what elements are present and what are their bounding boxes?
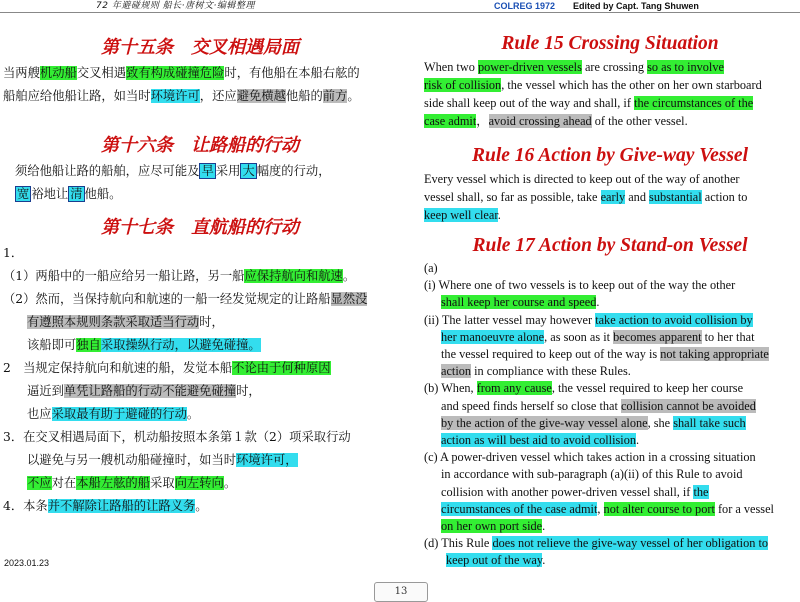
zh-rule17-line6: 逼近到单凭让路船的行动不能避免碰撞时，	[27, 384, 261, 398]
zh-rule17-line7: 也应采取最有助于避碰的行动。	[27, 407, 200, 421]
header-divider	[0, 12, 800, 13]
header-left-title: 72 年避碰规则 船长·唐树文·编辑整理	[96, 1, 255, 11]
zh-rule17-line9: 以避免与另一艘机动船碰撞时，如当时环境许可，	[27, 453, 298, 467]
zh-rule17-line3: 有遵照本规则条款采取适当行动时，	[27, 315, 224, 329]
chinese-column	[0, 16, 400, 518]
english-column	[424, 16, 796, 570]
zh-rule16-line1: 须给他船让路的船舶，应尽可能及 早 采用 大 幅度的行动，	[15, 164, 331, 178]
header-right	[494, 0, 699, 12]
zh-rule17-line4: 该船即可独自采取操纵行动，以避免碰撞。	[27, 338, 261, 352]
en-rule17-text: (a) (i) Where one of two vessels is to keep out of the way the other shall keep her course and speed. (ii) The latter vessel may however take action to avoid collision by her manoeuvre alone, as soon as it becomes apparent to her that the vessel required to keep out of the way is not taking appropriate action in compliance with these Rules. (b) When, from any cause, the vessel required to keep her course and speed finds herself so close that collision cannot be avoided by the action of the give-way vessel alone, she shall take such action as will best aid to avoid collision. (c) A power-driven vessel which takes action in a crossing situation in accordance with sub-paragraph (a)(ii) of this Rule to avoid collision with another power-driven vessel shall, if the circumstances of the case admit, not alter course to port for a vessel on her own port side. (d) This Rule does not relieve the give-way vessel of her obligation to keep out of the way.	[424, 261, 774, 568]
en-rule15-text: When two power-driven vessels are crossing so as to involve risk of collision, the vessel which has the other on her own starboard side shall keep out of the way and shall, if the circumstances of the case admit，avoid crossing ahead of the other vessel.	[424, 60, 762, 128]
page-number: 13	[374, 582, 428, 602]
zh-rule17-line2: （2）然而，当保持航向和航速的一船一经发觉规定的让路船显然没	[3, 292, 368, 306]
en-rule16-text: Every vessel which is directed to keep out of the way of another vessel shall, so far as possible, take early and substantial action to keep well clear.	[424, 172, 748, 222]
zh-rule15-line1: 当两艘机动船交叉相遇致有构成碰撞危险时，有他船在本船右舷的	[3, 66, 360, 80]
zh-rule17-line1: （1）两船中的一船应给另一船让路，另一船应保持航向和航速。	[3, 269, 356, 283]
footer-date: 2023.01.23	[4, 558, 50, 568]
zh-rule17-line10: 不应对在本船左舷的船采取向左转向。	[27, 476, 237, 490]
en-rule16-title: Rule 16 Action by Give-way Vessel	[471, 145, 749, 166]
zh-rule15-title: 第十五条 交叉相遇局面	[101, 37, 299, 58]
header-colreg: COLREG 1972	[494, 1, 556, 11]
header-editor: Edited by Capt. Tang Shuwen	[573, 1, 699, 11]
zh-rule15-line2: 船舶应给他船让路，如当时环境许可，还应避免横越他船的前方。	[3, 89, 360, 103]
zh-rule16-line2: 宽 裕地让 清 他船。	[17, 187, 122, 201]
zh-rule16-title: 第十六条 让路船的行动	[101, 135, 299, 156]
zh-rule17-line0: 1．	[3, 246, 24, 260]
zh-rule17-line11: 4．本条并不解除让路船的让路义务。	[3, 499, 208, 513]
zh-rule17-title: 第十七条 直航船的行动	[101, 217, 299, 238]
zh-rule17-line5: 2 当规定保持航向和航速的船，发觉本船不论由于何种原因	[3, 361, 331, 375]
zh-rule17-line8: 3．在交叉相遇局面下，机动船按照本条第１款（2）项采取行动	[3, 430, 351, 444]
en-rule15-title: Rule 15 Crossing Situation	[501, 33, 719, 54]
en-rule17-title: Rule 17 Action by Stand-on Vessel	[472, 235, 748, 256]
